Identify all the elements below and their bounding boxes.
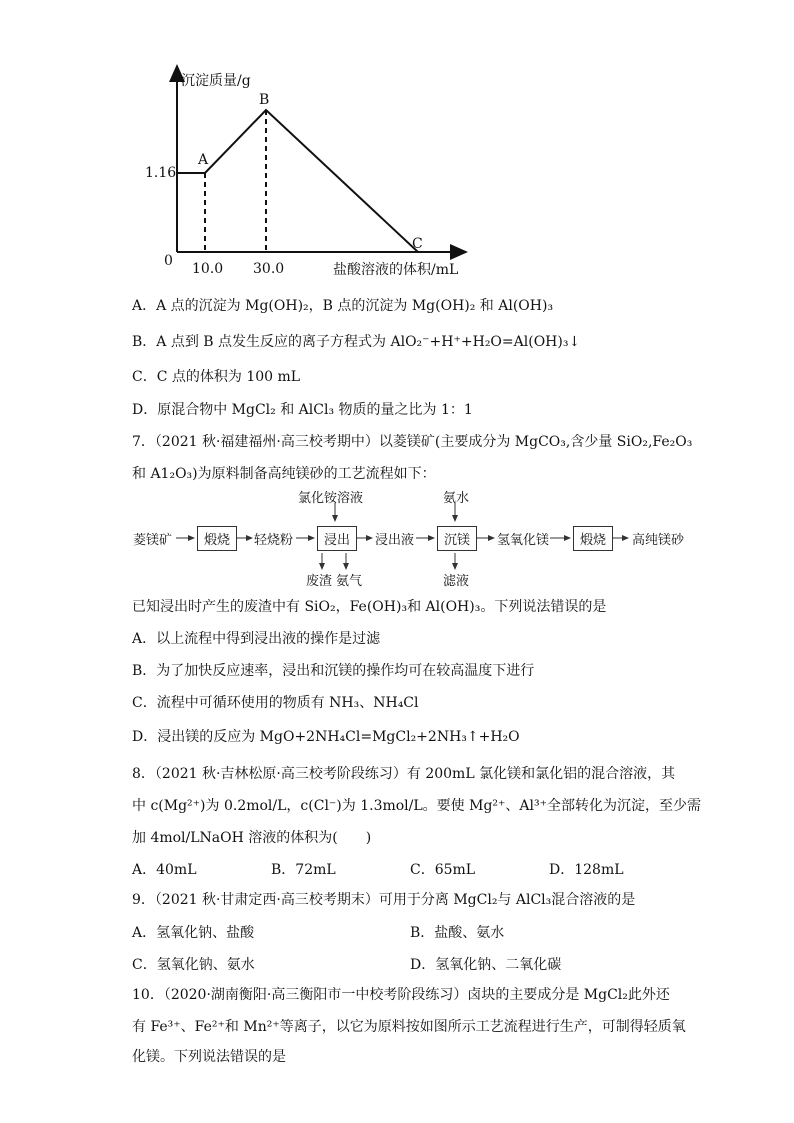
- flow-waste-residue: 废渣: [306, 574, 333, 589]
- q7-option-b: B．为了加快反应速率，浸出和沉镁的操作均可在较高温度下进行: [132, 663, 535, 679]
- q6-option-c: C．C 点的体积为 100 mL: [132, 369, 301, 385]
- flow-box-precipitate: 沉镁: [437, 526, 477, 551]
- origin-label: 0: [164, 253, 173, 269]
- x-tick-label-1: 10.0: [192, 261, 224, 277]
- q8-option-a: A．40mL: [132, 862, 197, 878]
- flow-ammonia-gas: 氨气: [336, 574, 363, 589]
- q7-stem-note: 已知浸出时产生的废渣中有 SiO₂，Fe(OH)₃和 Al(OH)₃。下列说法错误的是: [132, 599, 607, 615]
- flow-box-calcine-1: 煅烧: [197, 526, 237, 551]
- q10-stem-line1: 10．（2020·湖南衡阳·高三衡阳市一中校考阶段练习）卤块的主要成分是 MgCl₂此外还: [132, 987, 670, 1003]
- q10-stem-line2: 有 Fe³⁺、Fe²⁺和 Mn²⁺等离子，以它为原料按如图所示工艺流程进行生产，可制得轻质氧: [132, 1019, 686, 1035]
- y-axis-label: 沉淀质量/g: [181, 73, 251, 89]
- q7-option-d: D．浸出镁的反应为 MgO+2NH₄Cl=MgCl₂+2NH₃↑+H₂O: [132, 729, 520, 745]
- q8-stem-line2: 中 c(Mg²⁺)为 0.2mol/L，c(Cl⁻)为 1.3mol/L。要使 Mg²⁺、Al³⁺全部转化为沉淀，至少需: [132, 798, 702, 814]
- q8-stem-line1: 8．（2021 秋·吉林松原·高三校考阶段练习）有 200mL 氯化镁和氯化铝的混合溶液，其: [132, 766, 676, 782]
- q7-option-c: C．流程中可循环使用的物质有 NH₃、NH₄Cl: [132, 695, 419, 711]
- q7-stem-line1: 7．（2021 秋·福建福州·高三校考期中）以菱镁矿(主要成分为 MgCO₃,含少量 SiO₂,Fe₂O₃: [132, 434, 693, 450]
- flow-box-leach: 浸出: [317, 526, 357, 551]
- flow-mg-hydroxide: 氢氧化镁: [497, 533, 550, 548]
- q8-option-c: C．65mL: [410, 862, 476, 878]
- flow-leachate: 浸出液: [375, 533, 415, 548]
- q8-option-b: B．72mL: [271, 862, 336, 878]
- flow-light-powder: 轻烧粉: [254, 533, 294, 548]
- precipitate-curve: [177, 110, 418, 252]
- q7-stem-line2: 和 A1₂O₃)为原料制备高纯镁砂的工艺流程如下：: [132, 466, 436, 482]
- x-tick-label-2: 30.0: [253, 261, 285, 277]
- q10-stem-line3: 化镁。下列说法错误的是: [132, 1049, 286, 1065]
- flow-raw-material: 菱镁矿: [133, 533, 173, 548]
- q8-option-d: D．128mL: [549, 862, 624, 878]
- point-label-c: C: [412, 236, 423, 252]
- flow-nh4cl-solution: 氯化铵溶液: [298, 491, 364, 506]
- q6-option-a: A．A 点的沉淀为 Mg(OH)₂，B 点的沉淀为 Mg(OH)₂ 和 Al(OH)₃: [132, 298, 554, 314]
- flow-box-calcine-2: 煅烧: [573, 526, 613, 551]
- q6-option-b: B．A 点到 B 点发生反应的离子方程式为 AlO₂⁻+H⁺+H₂O=Al(OH)₃↓: [132, 334, 581, 350]
- point-label-a: A: [198, 152, 209, 168]
- q6-option-d: D．原混合物中 MgCl₂ 和 AlCl₃ 物质的量之比为 1：1: [132, 402, 473, 418]
- q9-option-b: B．盐酸、氨水: [410, 925, 505, 941]
- y-tick-label: 1.16: [145, 165, 177, 181]
- q7-option-a: A．以上流程中得到浸出液的操作是过滤: [132, 631, 381, 647]
- q8-stem-line3: 加 4mol/LNaOH 溶液的体积为( ): [132, 830, 372, 846]
- precipitate-chart: [0, 0, 794, 290]
- q9-option-a: A．氢氧化钠、盐酸: [132, 925, 255, 941]
- flow-filtrate: 滤液: [443, 574, 470, 589]
- q9-option-d: D．氢氧化钠、二氧化碳: [410, 957, 562, 973]
- q9-stem: 9．（2021 秋·甘肃定西·高三校考期末）可用于分离 MgCl₂与 AlCl₃混合溶液的是: [132, 892, 636, 908]
- q9-option-c: C．氢氧化钠、氨水: [132, 957, 255, 973]
- flow-ammonia-water: 氨水: [443, 491, 470, 506]
- point-label-b: B: [259, 92, 270, 108]
- flow-product: 高纯镁砂: [632, 533, 685, 548]
- x-axis-label: 盐酸溶液的体积/mL: [333, 262, 459, 278]
